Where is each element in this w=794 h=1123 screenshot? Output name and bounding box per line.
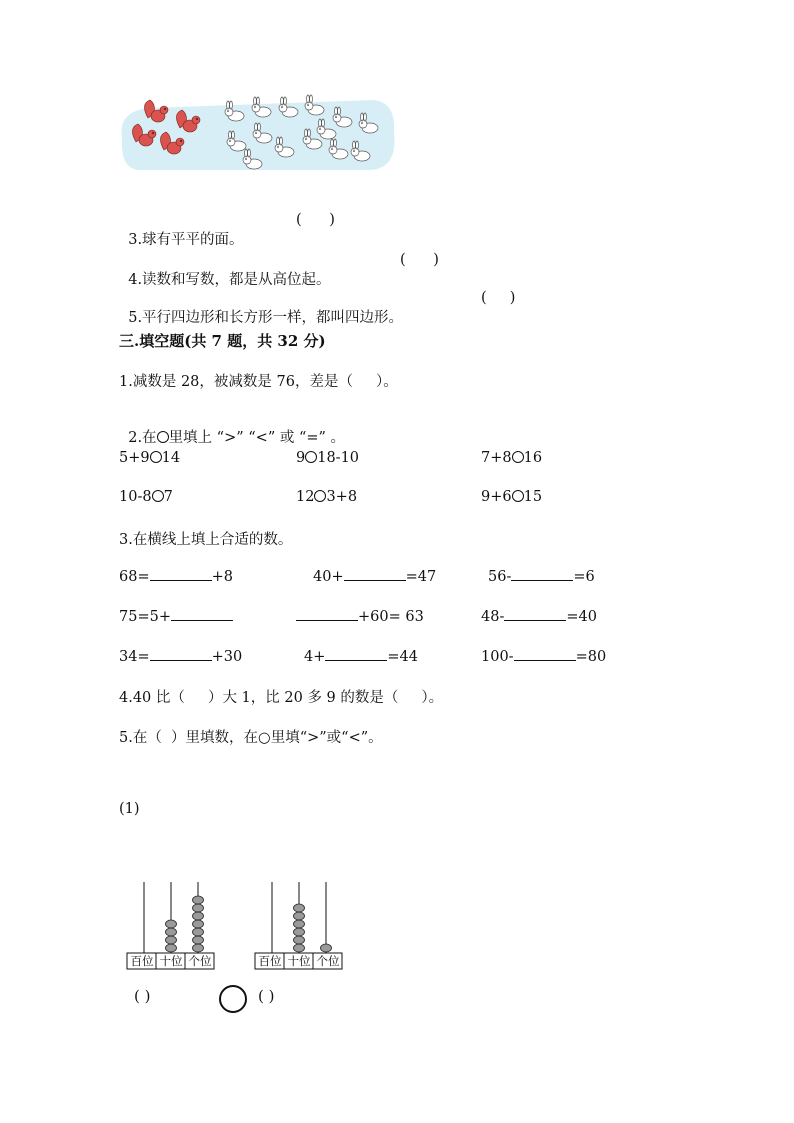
answer-blank[interactable] (171, 608, 233, 621)
answer-paren-right[interactable]: ( ) (258, 987, 275, 1005)
answer-blank[interactable] (514, 648, 576, 661)
question-text: 5.平行四边形和长方形一样，都叫四边形。 (128, 310, 404, 326)
answer-blank[interactable] (511, 568, 573, 581)
abacus-bead (166, 936, 177, 944)
answer-blank[interactable] (296, 608, 358, 621)
circle-icon[interactable] (305, 451, 317, 463)
abacus-bead (193, 912, 204, 920)
question-text: 2.在 (128, 430, 157, 446)
fill-question-1: 1.减数是 28，被减数是 76，差是（ ）。 (119, 374, 398, 390)
fill-question-3: 3.在横线上填上合适的数。 (119, 532, 293, 548)
answer-blank[interactable] (150, 648, 212, 661)
abacus-bead (294, 920, 305, 928)
blank-item: 48- =40 (481, 609, 597, 625)
judge-answer-paren-5[interactable]: ( ) (481, 290, 516, 306)
judge-answer-paren-3[interactable]: ( ) (296, 212, 335, 228)
abacus-bead (166, 920, 177, 928)
place-label: 百位 (258, 954, 282, 968)
judge-question-4 (119, 252, 331, 289)
abacus-bead (294, 944, 305, 952)
answer-blank[interactable] (325, 648, 387, 661)
abacus-bead (193, 896, 204, 904)
compare-item: 7+8 16 (481, 450, 543, 466)
blank-item: 34= +30 (119, 649, 243, 665)
blank-item: 75=5+ (119, 608, 233, 625)
blank-item: 4+ =44 (304, 649, 418, 665)
circle-icon[interactable] (150, 451, 162, 463)
answer-blank[interactable] (344, 568, 406, 581)
judge-question-5 (119, 290, 403, 327)
blank-item: 56- =6 (488, 569, 595, 585)
abacus-bead (294, 912, 305, 920)
place-label: 个位 (316, 954, 340, 968)
abacus-bead (193, 904, 204, 912)
circle-icon[interactable] (314, 490, 326, 502)
judge-question-3 (119, 212, 244, 249)
compare-circle-icon[interactable] (219, 985, 247, 1013)
compare-item: 5+9 14 (119, 450, 181, 466)
sub-question-label: (1) (119, 801, 140, 817)
fill-question-2 (119, 410, 345, 447)
compare-item: 9 18-10 (296, 450, 360, 466)
question-text: 4.读数和写数，都是从高位起。 (128, 272, 331, 288)
abacus-bead (321, 944, 332, 952)
question-text: 3.球有平平的面。 (128, 232, 244, 248)
abacus-bead (294, 904, 305, 912)
abacus-bead (193, 920, 204, 928)
abacus-bead (193, 944, 204, 952)
place-label: 十位 (287, 954, 311, 968)
abacus-bead (193, 936, 204, 944)
circle-icon[interactable] (152, 490, 164, 502)
compare-item: 9+6 15 (481, 489, 543, 505)
blank-item: 40+ =47 (313, 569, 437, 585)
abacus-bead (166, 944, 177, 952)
blank-item: 68= +8 (119, 569, 233, 585)
place-label: 百位 (130, 954, 154, 968)
blank-item: +60= 63 (296, 608, 424, 625)
compare-item: 12 3+8 (296, 489, 358, 505)
section-heading: 三.填空题(共 7 题，共 32 分) (119, 332, 326, 350)
place-label: 个位 (188, 954, 212, 968)
abacus-bead (193, 928, 204, 936)
animals-illustration (118, 92, 396, 172)
place-label: 十位 (159, 954, 183, 968)
circle-icon[interactable] (512, 451, 524, 463)
circle-icon[interactable] (512, 490, 524, 502)
answer-paren-left[interactable]: ( ) (134, 987, 151, 1005)
answer-blank[interactable] (150, 568, 212, 581)
abacus-left (126, 876, 216, 971)
circle-icon (157, 431, 169, 443)
question-text: 里填上 “>” “<” 或 “=” 。 (168, 430, 346, 446)
abacus-bead (294, 928, 305, 936)
fill-question-4: 4.40 比（ ）大 1，比 20 多 9 的数是（ ）。 (119, 690, 444, 706)
abacus-bead (166, 928, 177, 936)
judge-answer-paren-4[interactable]: ( ) (400, 252, 439, 268)
answer-blank[interactable] (504, 608, 566, 621)
fill-question-5: 5.在（ ）里填数，在○里填“>”或“<”。 (119, 730, 383, 746)
blank-item: 100- =80 (481, 649, 607, 665)
compare-item: 10-8 7 (119, 489, 173, 505)
abacus-right (254, 876, 344, 971)
abacus-bead (294, 936, 305, 944)
